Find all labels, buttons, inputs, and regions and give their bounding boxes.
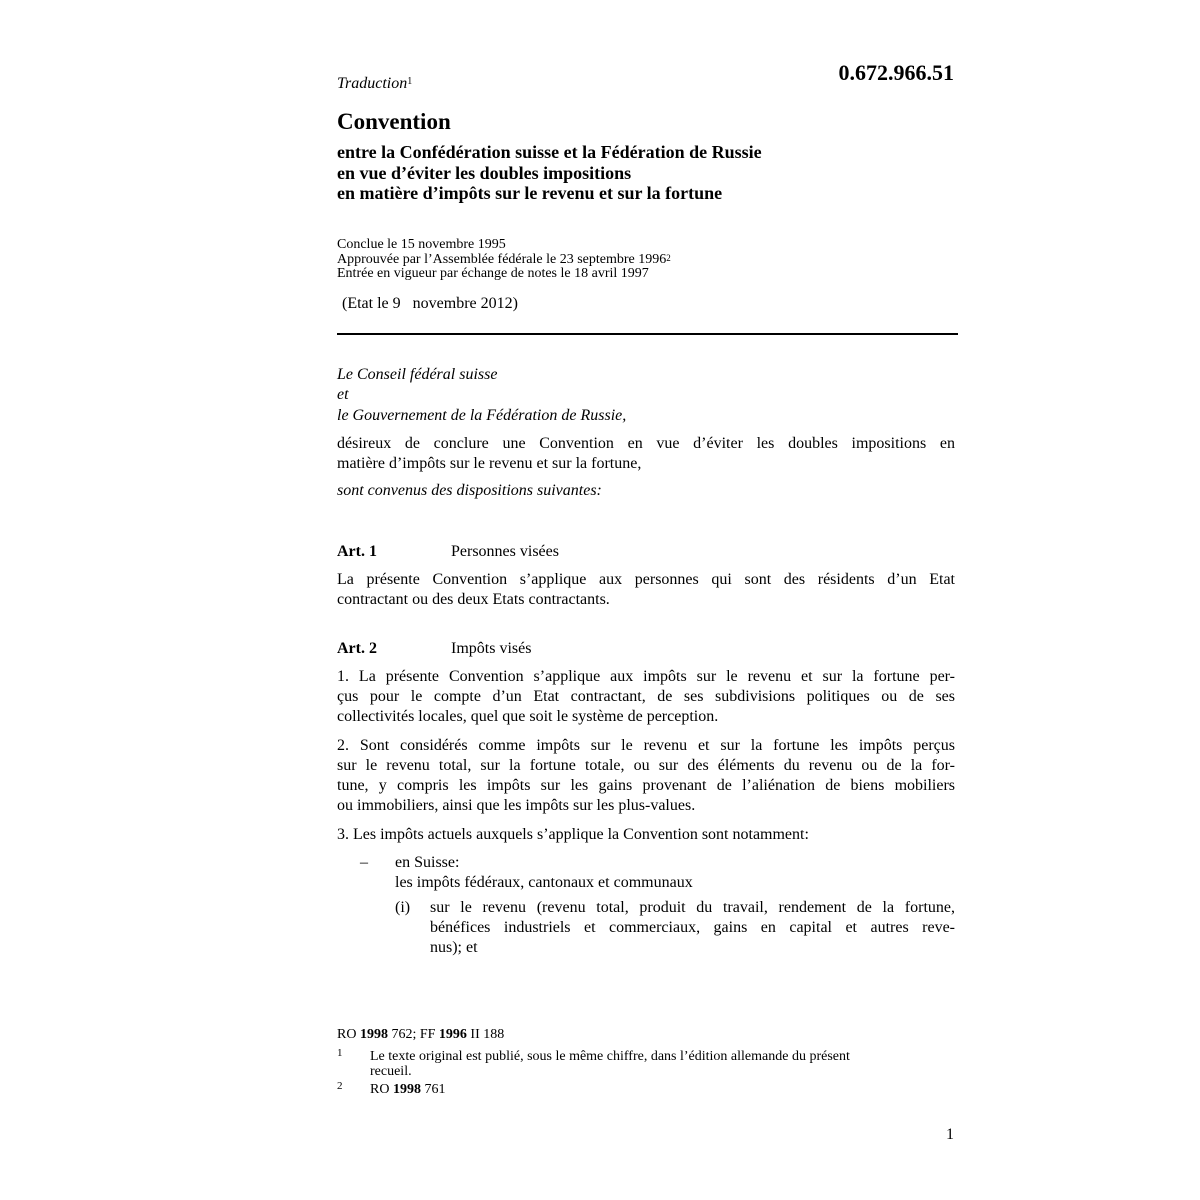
article-2-paragraph-2: [337, 736, 955, 816]
footnote-2-mark: 2: [337, 1080, 343, 1092]
article-1-heading: [337, 542, 955, 562]
sr-number: 0.672.966.51: [838, 60, 954, 85]
page-number: 1: [946, 1126, 954, 1143]
translation-text: Traduction: [337, 75, 408, 92]
article-1-number: Art. 1: [337, 543, 377, 560]
paragraph-line: 2. Sont considérés comme impôts sur le revenu et sur la fortune les impôts perçus: [337, 737, 955, 754]
paragraph-line: tune, y compris les impôts sur les gains provenant de l’aliénation de biens mobiliers: [337, 777, 955, 794]
preamble-line: matière d’impôts sur le revenu et sur la fortune,: [337, 455, 642, 472]
footnote-line: Le texte original est publié, sous le même chiffre, dans l’édition allemande du présent: [370, 1049, 850, 1064]
paragraph-line: sur le revenu total, sur la fortune totale, ou sur des éléments du revenu ou de la for-: [337, 757, 955, 774]
ref-ff-page: II 188: [466, 1027, 505, 1042]
subtitle-line: en vue d’éviter les doubles impositions: [337, 162, 632, 183]
subtitle-line: en matière d’impôts sur le revenu et sur la fortune: [337, 183, 723, 203]
article-1-line: La présente Convention s’applique aux personnes qui sont des résidents d’un Etat: [337, 571, 955, 588]
ref-ro-label: RO: [337, 1027, 360, 1042]
subtitle-line: entre la Confédération suisse et la Fédération de Russie: [337, 142, 762, 162]
footnote-1-mark: 1: [337, 1047, 343, 1059]
preamble-and: et: [337, 386, 349, 403]
preamble-desire: [337, 434, 955, 474]
footnote-ref-2[interactable]: 2: [666, 252, 671, 263]
paragraph-line: çus pour le compte d’un Etat contractant, de ses subdivisions politiques ou de ses: [337, 688, 955, 705]
list-item-taxes-intro: les impôts fédéraux, cantonaux et communaux: [395, 874, 693, 891]
paragraph-line: ou immobiliers, ainsi que les impôts sur les plus-values.: [337, 797, 696, 814]
list-item-line: sur le revenu (revenu total, produit du travail, rendement de la fortune,: [430, 899, 955, 916]
paragraph-line: collectivités locales, quel que soit le système de perception.: [337, 708, 719, 725]
list-dash: –: [360, 854, 368, 871]
official-references: [337, 1027, 504, 1043]
translation-label: [337, 74, 412, 94]
article-1-line: contractant ou des deux Etats contractants.: [337, 591, 610, 608]
document-subtitle: [337, 142, 957, 204]
list-roman-marker: (i): [395, 899, 411, 916]
footnote-1-text: [370, 1049, 960, 1079]
article-2-title: Impôts visés: [451, 640, 532, 657]
state-date: (Etat le 9 novembre 2012): [342, 295, 518, 312]
date-approved-line: [337, 253, 671, 268]
dates-block: [337, 238, 671, 282]
list-item-line: bénéfices industriels et commerciaux, gains en capital et autres reve-: [430, 919, 955, 936]
ref-ro-year: 1998: [359, 1027, 388, 1042]
list-item-switzerland: en Suisse:: [395, 854, 460, 871]
article-2-paragraph-1: [337, 667, 955, 727]
article-1-title: Personnes visées: [451, 543, 559, 560]
footnote-2-text: [370, 1082, 960, 1097]
date-concluded: Conclue le 15 novembre 1995: [337, 237, 506, 252]
footnote-ref-1[interactable]: 1: [407, 76, 413, 87]
preamble-party-1: Le Conseil fédéral suisse: [337, 366, 498, 383]
fn2-ro-year: 1998: [392, 1082, 421, 1097]
list-item-line: nus); et: [430, 939, 478, 956]
paragraph-line: 1. La présente Convention s’applique aux impôts sur le revenu et sur la fortune per-: [337, 668, 955, 685]
fn2-ro-label: RO: [370, 1082, 393, 1097]
article-1-text: [337, 570, 955, 610]
document-title: Convention: [337, 109, 451, 134]
fn2-ro-page: 761: [420, 1082, 446, 1097]
ref-ro-page: 762; FF: [387, 1027, 439, 1042]
preamble-line: désireux de conclure une Convention en vue d’éviter les doubles impositions en: [337, 435, 955, 452]
article-2-heading: [337, 639, 955, 659]
article-2-number: Art. 2: [337, 640, 377, 657]
date-approved: Approuvée par l’Assemblée fédérale le 23 septembre 1996: [337, 251, 667, 267]
ref-ff-year: 1996: [438, 1027, 467, 1042]
footnote-line: recueil.: [370, 1064, 412, 1079]
date-in-force: Entrée en vigueur par échange de notes le 18 avril 1997: [337, 266, 649, 281]
list-item-i: [430, 898, 955, 958]
preamble-agreed: sont convenus des dispositions suivantes:: [337, 482, 602, 499]
header-divider: [337, 333, 958, 335]
article-2-paragraph-3: 3. Les impôts actuels auxquels s’applique la Convention sont notamment:: [337, 826, 809, 843]
preamble-party-2: le Gouvernement de la Fédération de Russie,: [337, 407, 627, 424]
